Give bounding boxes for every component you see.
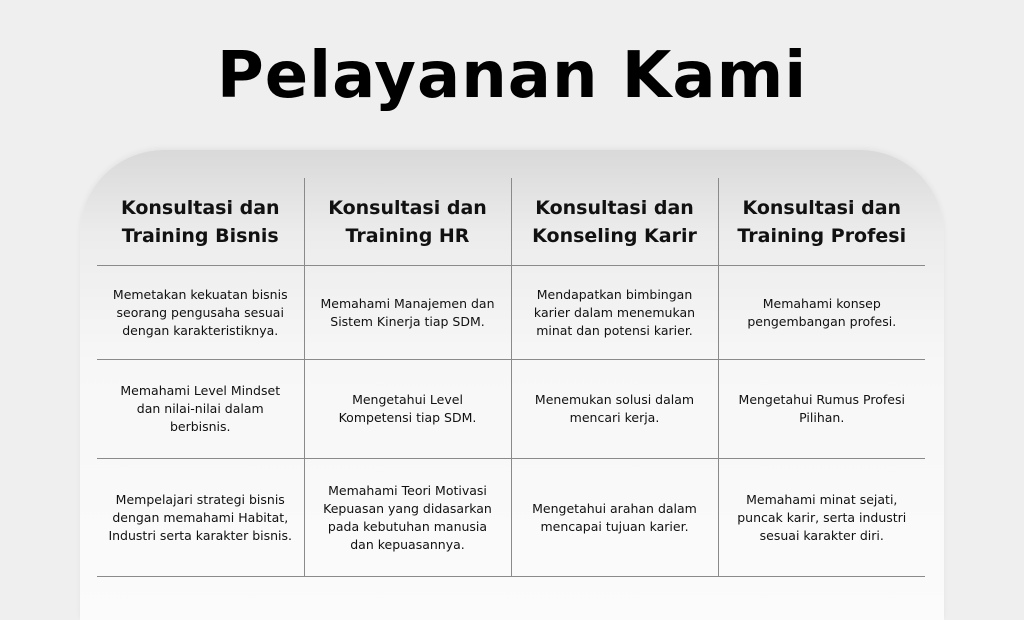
table-row bbox=[97, 360, 925, 459]
header-career: Konsultasi dan Konseling Karir bbox=[511, 178, 718, 266]
table-cell: Mendapatkan bimbingan karier dalam menemukan minat dan potensi karier. bbox=[511, 266, 718, 360]
services-table bbox=[97, 178, 925, 577]
header-profession: Konsultasi dan Training Profesi bbox=[718, 178, 925, 266]
table-cell: Menemukan solusi dalam mencari kerja. bbox=[511, 360, 718, 459]
header-row bbox=[97, 178, 925, 266]
table-row bbox=[97, 459, 925, 577]
page-title: Pelayanan Kami bbox=[216, 39, 808, 113]
table-cell: Memahami minat sejati, puncak karir, serta industri sesuai karakter diri. bbox=[718, 459, 925, 577]
table-cell: Memahami Manajemen dan Sistem Kinerja tiap SDM. bbox=[304, 266, 511, 360]
table-cell: Memahami Teori Motivasi Kepuasan yang didasarkan pada kebutuhan manusia dan kepuasannya. bbox=[304, 459, 511, 577]
table-cell: Memahami Level Mindset dan nilai-nilai dalam berbisnis. bbox=[97, 360, 304, 459]
table-cell: Memahami konsep pengembangan profesi. bbox=[718, 266, 925, 360]
header-business: Konsultasi dan Training Bisnis bbox=[97, 178, 304, 266]
table-cell: Memetakan kekuatan bisnis seorang pengusaha sesuai dengan karakteristiknya. bbox=[97, 266, 304, 360]
table-row bbox=[97, 266, 925, 360]
header-hr: Konsultasi dan Training HR bbox=[304, 178, 511, 266]
table-cell: Mengetahui arahan dalam mencapai tujuan karier. bbox=[511, 459, 718, 577]
table-cell: Mengetahui Level Kompetensi tiap SDM. bbox=[304, 360, 511, 459]
table-cell: Mengetahui Rumus Profesi Pilihan. bbox=[718, 360, 925, 459]
table-cell: Mempelajari strategi bisnis dengan memahami Habitat, Industri serta karakter bisnis. bbox=[97, 459, 304, 577]
